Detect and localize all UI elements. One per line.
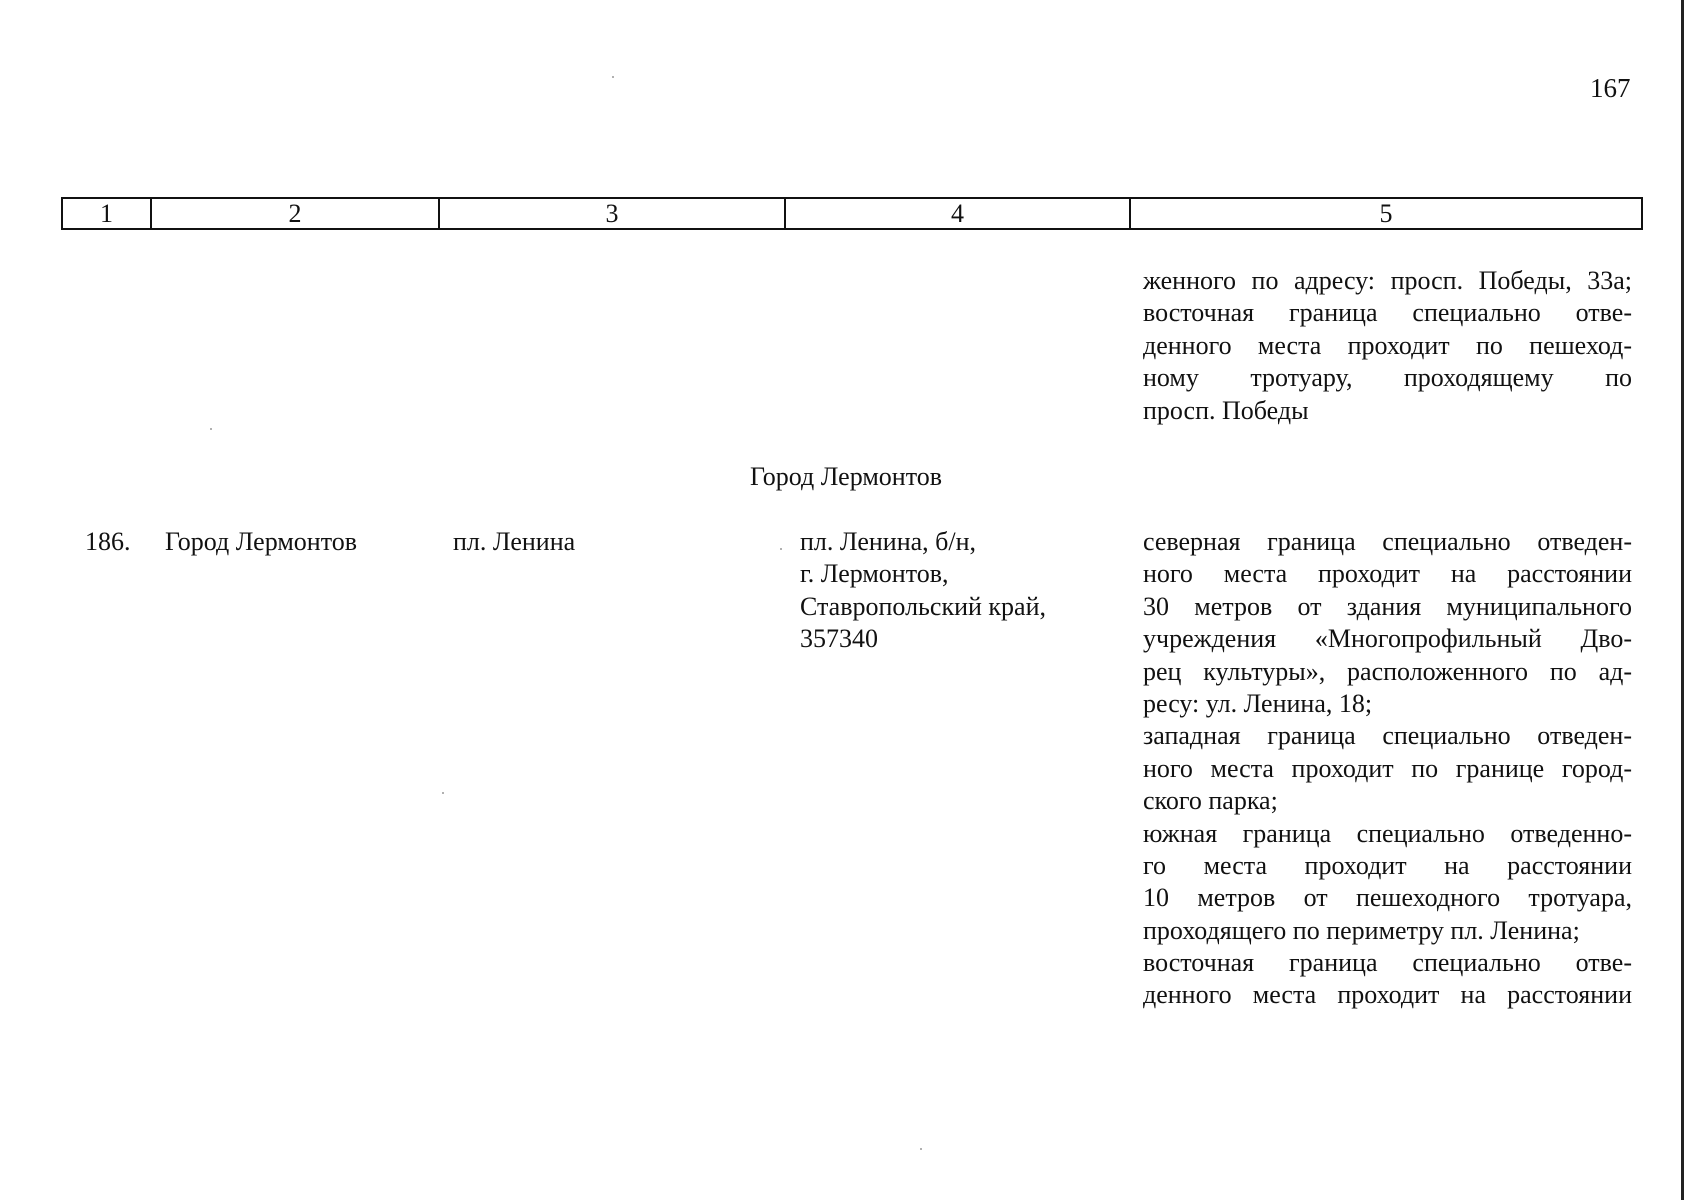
scan-speck: [780, 548, 782, 550]
description-line: ного места проходит на расстоянии: [1143, 559, 1632, 589]
page-edge-line: [1681, 0, 1684, 1200]
column-header-2: 2: [152, 199, 440, 228]
description-line: 10 метров от пешеходного тротуара,: [1143, 883, 1632, 913]
column-header-4: 4: [786, 199, 1131, 228]
section-heading: Город Лермонтов: [750, 462, 942, 491]
column-header-1: 1: [63, 199, 152, 228]
description-line: ному тротуару, проходящему по: [1143, 363, 1632, 393]
description-line: 30 метров от здания муниципального: [1143, 591, 1632, 621]
scan-speck: [442, 792, 444, 794]
description-line: ского парка;: [1143, 786, 1278, 816]
description-line: учреждения «Многопрофильный Дво-: [1143, 624, 1632, 654]
address-line: 357340: [800, 624, 878, 654]
row-description: [1143, 526, 1632, 1012]
description-line: северная граница специально отведен-: [1143, 527, 1632, 556]
description-line: денного места проходит на расстоянии: [1143, 980, 1632, 1010]
description-line: женного по адресу: просп. Победы, 33а;: [1143, 266, 1632, 295]
description-line: рец культуры», расположенного по ад-: [1143, 656, 1632, 686]
scan-speck: [920, 1148, 922, 1150]
description-line: южная граница специально отведенно-: [1143, 818, 1632, 848]
address-line: Ставропольский край,: [800, 591, 1046, 621]
description-line: го места проходит на расстоянии: [1143, 850, 1632, 880]
description-line: ного места проходит по границе город-: [1143, 753, 1632, 783]
description-line: западная граница специально отведен-: [1143, 721, 1632, 751]
scan-speck: [210, 428, 212, 430]
description-line: просп. Победы: [1143, 395, 1309, 425]
description-line: ресу: ул. Ленина, 18;: [1143, 688, 1373, 718]
continuation-description: [1143, 265, 1632, 427]
column-header-5: 5: [1379, 198, 1393, 228]
address-line: пл. Ленина, б/н,: [800, 527, 977, 556]
description-line: проходящего по периметру пл. Ленина;: [1143, 915, 1580, 945]
page-number: 167: [1590, 73, 1631, 103]
description-line: восточная граница специально отве-: [1143, 298, 1632, 328]
column-number-header: [61, 197, 1643, 230]
row-address: [800, 526, 1046, 656]
description-line: денного места проходит по пешеход-: [1143, 330, 1632, 360]
column-header-3: 3: [440, 199, 786, 228]
description-line: восточная граница специально отве-: [1143, 948, 1632, 978]
row-municipality: Город Лермонтов: [165, 527, 357, 556]
row-number: 186.: [85, 527, 131, 556]
scan-speck: [612, 76, 614, 78]
address-line: г. Лермонтов,: [800, 559, 949, 589]
row-place: пл. Ленина: [453, 527, 576, 556]
